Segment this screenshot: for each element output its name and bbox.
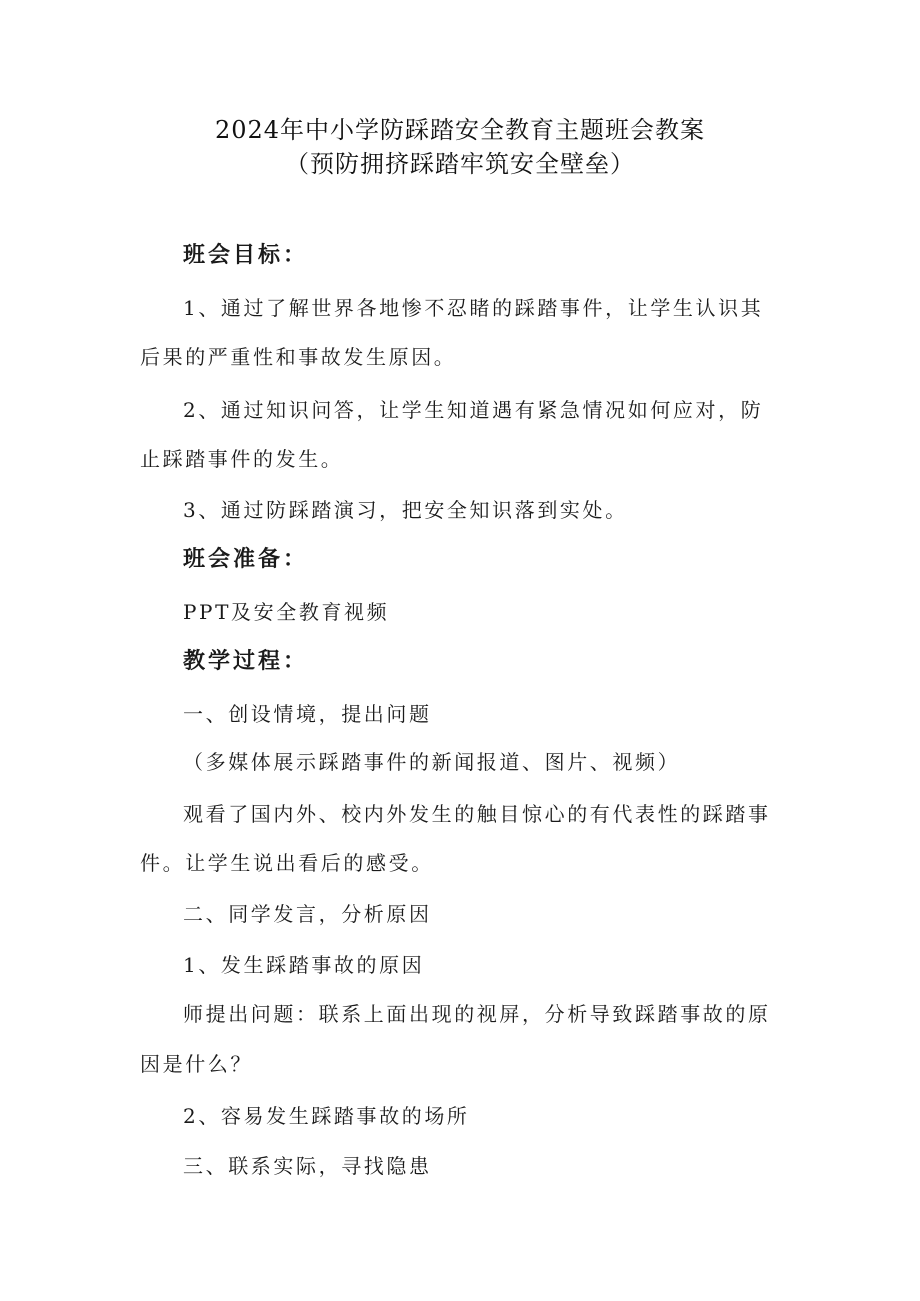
paragraph-line: 师提出问题：联系上面出现的视屏，分析导致踩踏事故的原	[183, 1002, 771, 1026]
section-heading-goals: 班会目标：	[183, 242, 309, 268]
paragraph-line: 二、同学发言，分析原因	[183, 902, 432, 926]
paragraph-line: 1、发生踩踏事故的原因	[183, 953, 425, 977]
section-heading-preparation: 班会准备：	[183, 546, 309, 572]
paragraph-line: 2、通过知识问答，让学生知道遇有紧急情况如何应对，防	[183, 398, 764, 422]
document-title: 2024年中小学防踩踏安全教育主题班会教案	[214, 116, 706, 144]
paragraph-line: 后果的严重性和事故发生原因。	[140, 345, 457, 369]
paragraph-line: 3、通过防踩踏演习，把安全知识落到实处。	[183, 498, 628, 522]
paragraph-line: 2、容易发生踩踏事故的场所	[183, 1104, 470, 1128]
paragraph-line: PPT及安全教育视频	[183, 600, 390, 624]
document-subtitle: （预防拥挤踩踏牢筑安全壁垒）	[285, 150, 635, 178]
paragraph-line: 一、创设情境，提出问题	[183, 702, 432, 726]
paragraph-line: 观看了国内外、校内外发生的触目惊心的有代表性的踩踏事	[183, 802, 771, 826]
paragraph-line: 因是什么？	[140, 1052, 253, 1076]
paragraph-line: 件。让学生说出看后的感受。	[140, 851, 434, 875]
section-heading-process: 教学过程：	[183, 648, 309, 674]
paragraph-line: （多媒体展示踩踏事件的新闻报道、图片、视频）	[183, 750, 681, 774]
paragraph-line: 三、联系实际，寻找隐患	[183, 1154, 432, 1178]
paragraph-line: 1、通过了解世界各地惨不忍睹的踩踏事件，让学生认识其	[183, 296, 764, 320]
paragraph-line: 止踩踏事件的发生。	[140, 447, 344, 471]
